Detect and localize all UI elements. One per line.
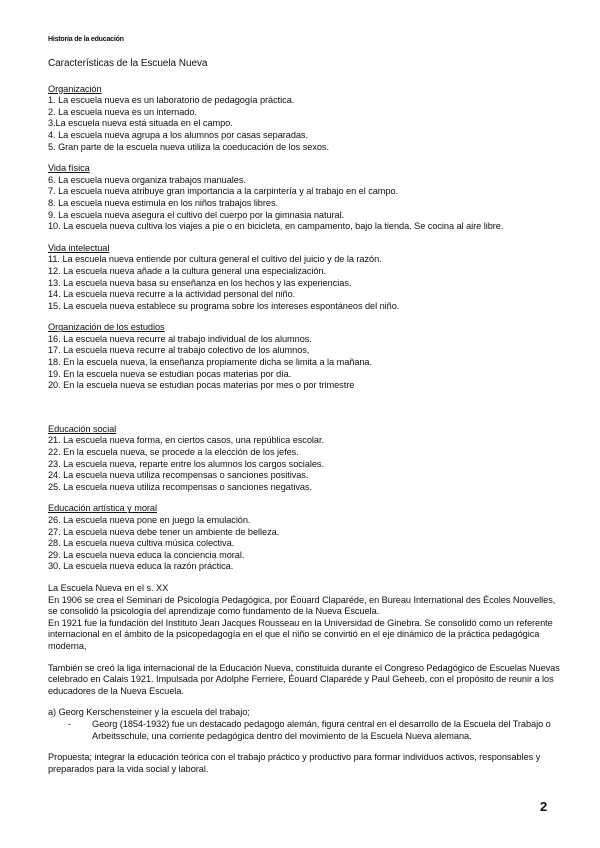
running-header: Historia de la educación [48,36,124,43]
section-educacion-artistica [48,503,560,573]
section-vida-fisica [48,163,560,233]
list-item: 21. La escuela nueva forma, en ciertos casos, una república escolar. [48,435,324,446]
list-item: 12. La escuela nueva añade a la cultura general una especialización. [48,265,327,276]
paragraph: Propuesta; integrar la educación teórica con el trabajo práctico y productivo para formar individuos activos, responsables y preparados para la vida social y laboral. [48,752,541,774]
section-heading: La Escuela Nueva en el s. XX [48,582,169,593]
list-item: 8. La escuela nueva estimula en los niños trabajos libres. [48,197,278,208]
document-title: Características de la Escuela Nueva [48,58,208,69]
bullet-item [68,719,560,742]
bullet-text: Georg (1854-1932) fue un destacado pedagogo alemán, figura central en el desarrollo de la Escuela del Trabajo o Arbeitsschule, una corriente pedagógica dentro del movimiento de la Escuela Nueva alemana. [92,718,551,741]
spacer [48,402,560,424]
section-vida-intelectual [48,243,560,313]
document-body [48,58,560,775]
list-item: 14. La escuela nueva recurre a la actividad personal del niño. [48,289,296,300]
list-item: 19. En la escuela nueva se estudian pocas materias por día. [48,368,292,379]
list-item: 1. La escuela nueva es un laboratorio de pedagogía práctica. [48,95,295,106]
section-heading: Vida intelectual [48,242,110,253]
section-educacion-social [48,424,560,494]
list-item: 28. La escuela nueva cultiva música colectiva. [48,538,235,549]
page-number: 2 [540,799,548,814]
list-item: 18. En la escuela nueva, la enseñanza propiamente dicha se limita a la mañana. [48,357,372,368]
list-item: 6. La escuela nueva organiza trabajos manuales. [48,174,246,185]
list-item: 17. La escuela nueva recurre al trabajo colectivo de los alumnos, [48,345,310,356]
section-heading: Educación artística y moral [48,503,157,514]
list-item: 16. La escuela nueva recurre al trabajo individual de los alumnos. [48,333,312,344]
section-organizacion-estudios [48,322,560,392]
list-item: 2. La escuela nueva es un internado. [48,106,197,117]
subheading: a) Georg Kerschensteiner y la escuela del trabajo; [48,707,250,718]
paragraph: En 1921 fue la fundación del Instituto Jean Jacques Rousseau en la Universidad de Ginebra. Se consolidó como un referente internacional en el ámbito de la psicopedagogía en el que el niño se convirtió en el eje dinámico de la práctica pedagógica moderna, [48,617,553,651]
list-item: 24. La escuela nueva utiliza recompensas o sanciones positivas. [48,470,309,481]
list-item: 5. Gran parte de la escuela nueva utiliza la coeducación de los sexos. [48,141,329,152]
paragraph: También se creó la liga internacional de la Educación Nueva, constituida durante el Congreso Pedagógico de Escuelas Nuevas celebrado en Calais 1921. Impulsada por Adolphe Ferriere, Éouard Claparéde y Paul Geheeb, con el propósito de reunir a los educadores de la Nueva Escuela. [48,662,560,696]
list-item: 29. La escuela nueva educa la conciencia moral. [48,549,245,560]
list-item: 11. La escuela nueva entiende por cultura general el cultivo del juicio y de la razón. [48,254,382,265]
list-item: 7. La escuela nueva atribuye gran importancia a la carpintería y al trabajo en el campo. [48,186,399,197]
section-escuela-nueva-s-xx [48,583,560,775]
paragraph: En 1906 se crea el Seminari de Psicología Pedagógica, por Éouard Claparéde, en Bureau International des Écoles Nouvelles, se consolidó la psicología del aprendizaje como fundamento de la Nueva Escuela. [48,594,556,617]
list-item: 9. La escuela nueva asegura el cultivo del cuerpo por la gimnasia natural. [48,209,345,220]
list-item: 15. La escuela nueva establece su programa sobre los intereses espontáneos del niño. [48,300,400,311]
list-item: 3.La escuela nueva está situada en el campo. [48,118,233,129]
list-item: 13. La escuela nueva basa su enseñanza en los hechos y las experiencias. [48,277,352,288]
list-item: 27. La escuela nueva debe tener un ambiente de belleza. [48,526,280,537]
list-item: 10. La escuela nueva cultiva los viajes a pie o en bicicleta, en campamento, bajo la tienda. Se cocina al aire libre. [48,221,504,232]
section-heading: Organización [48,83,102,94]
list-item: 30. La escuela nueva educa la razón práctica. [48,561,234,572]
section-heading: Educación social [48,423,117,434]
section-organizacion [48,84,560,154]
list-item: 22. En la escuela nueva, se procede a la elección de los jefes. [48,447,299,458]
section-heading: Vida física [48,163,90,174]
list-item: 4. La escuela nueva agrupa a los alumnos por casas separadas. [48,129,308,140]
list-item: 26. La escuela nueva pone en juego la emulación. [48,515,251,525]
list-item: 25. La escuela nueva utiliza recompensas o sanciones negativas. [48,481,312,492]
bullet-dash: - [68,718,72,729]
list-item: 20. En la escuela nueva se estudian pocas materias por mes o por trimestre [48,380,355,391]
section-heading: Organización de los estudios [48,322,165,333]
list-item: 23. La escuela nueva, reparte entre los alumnos los cargos sociales. [48,458,324,469]
